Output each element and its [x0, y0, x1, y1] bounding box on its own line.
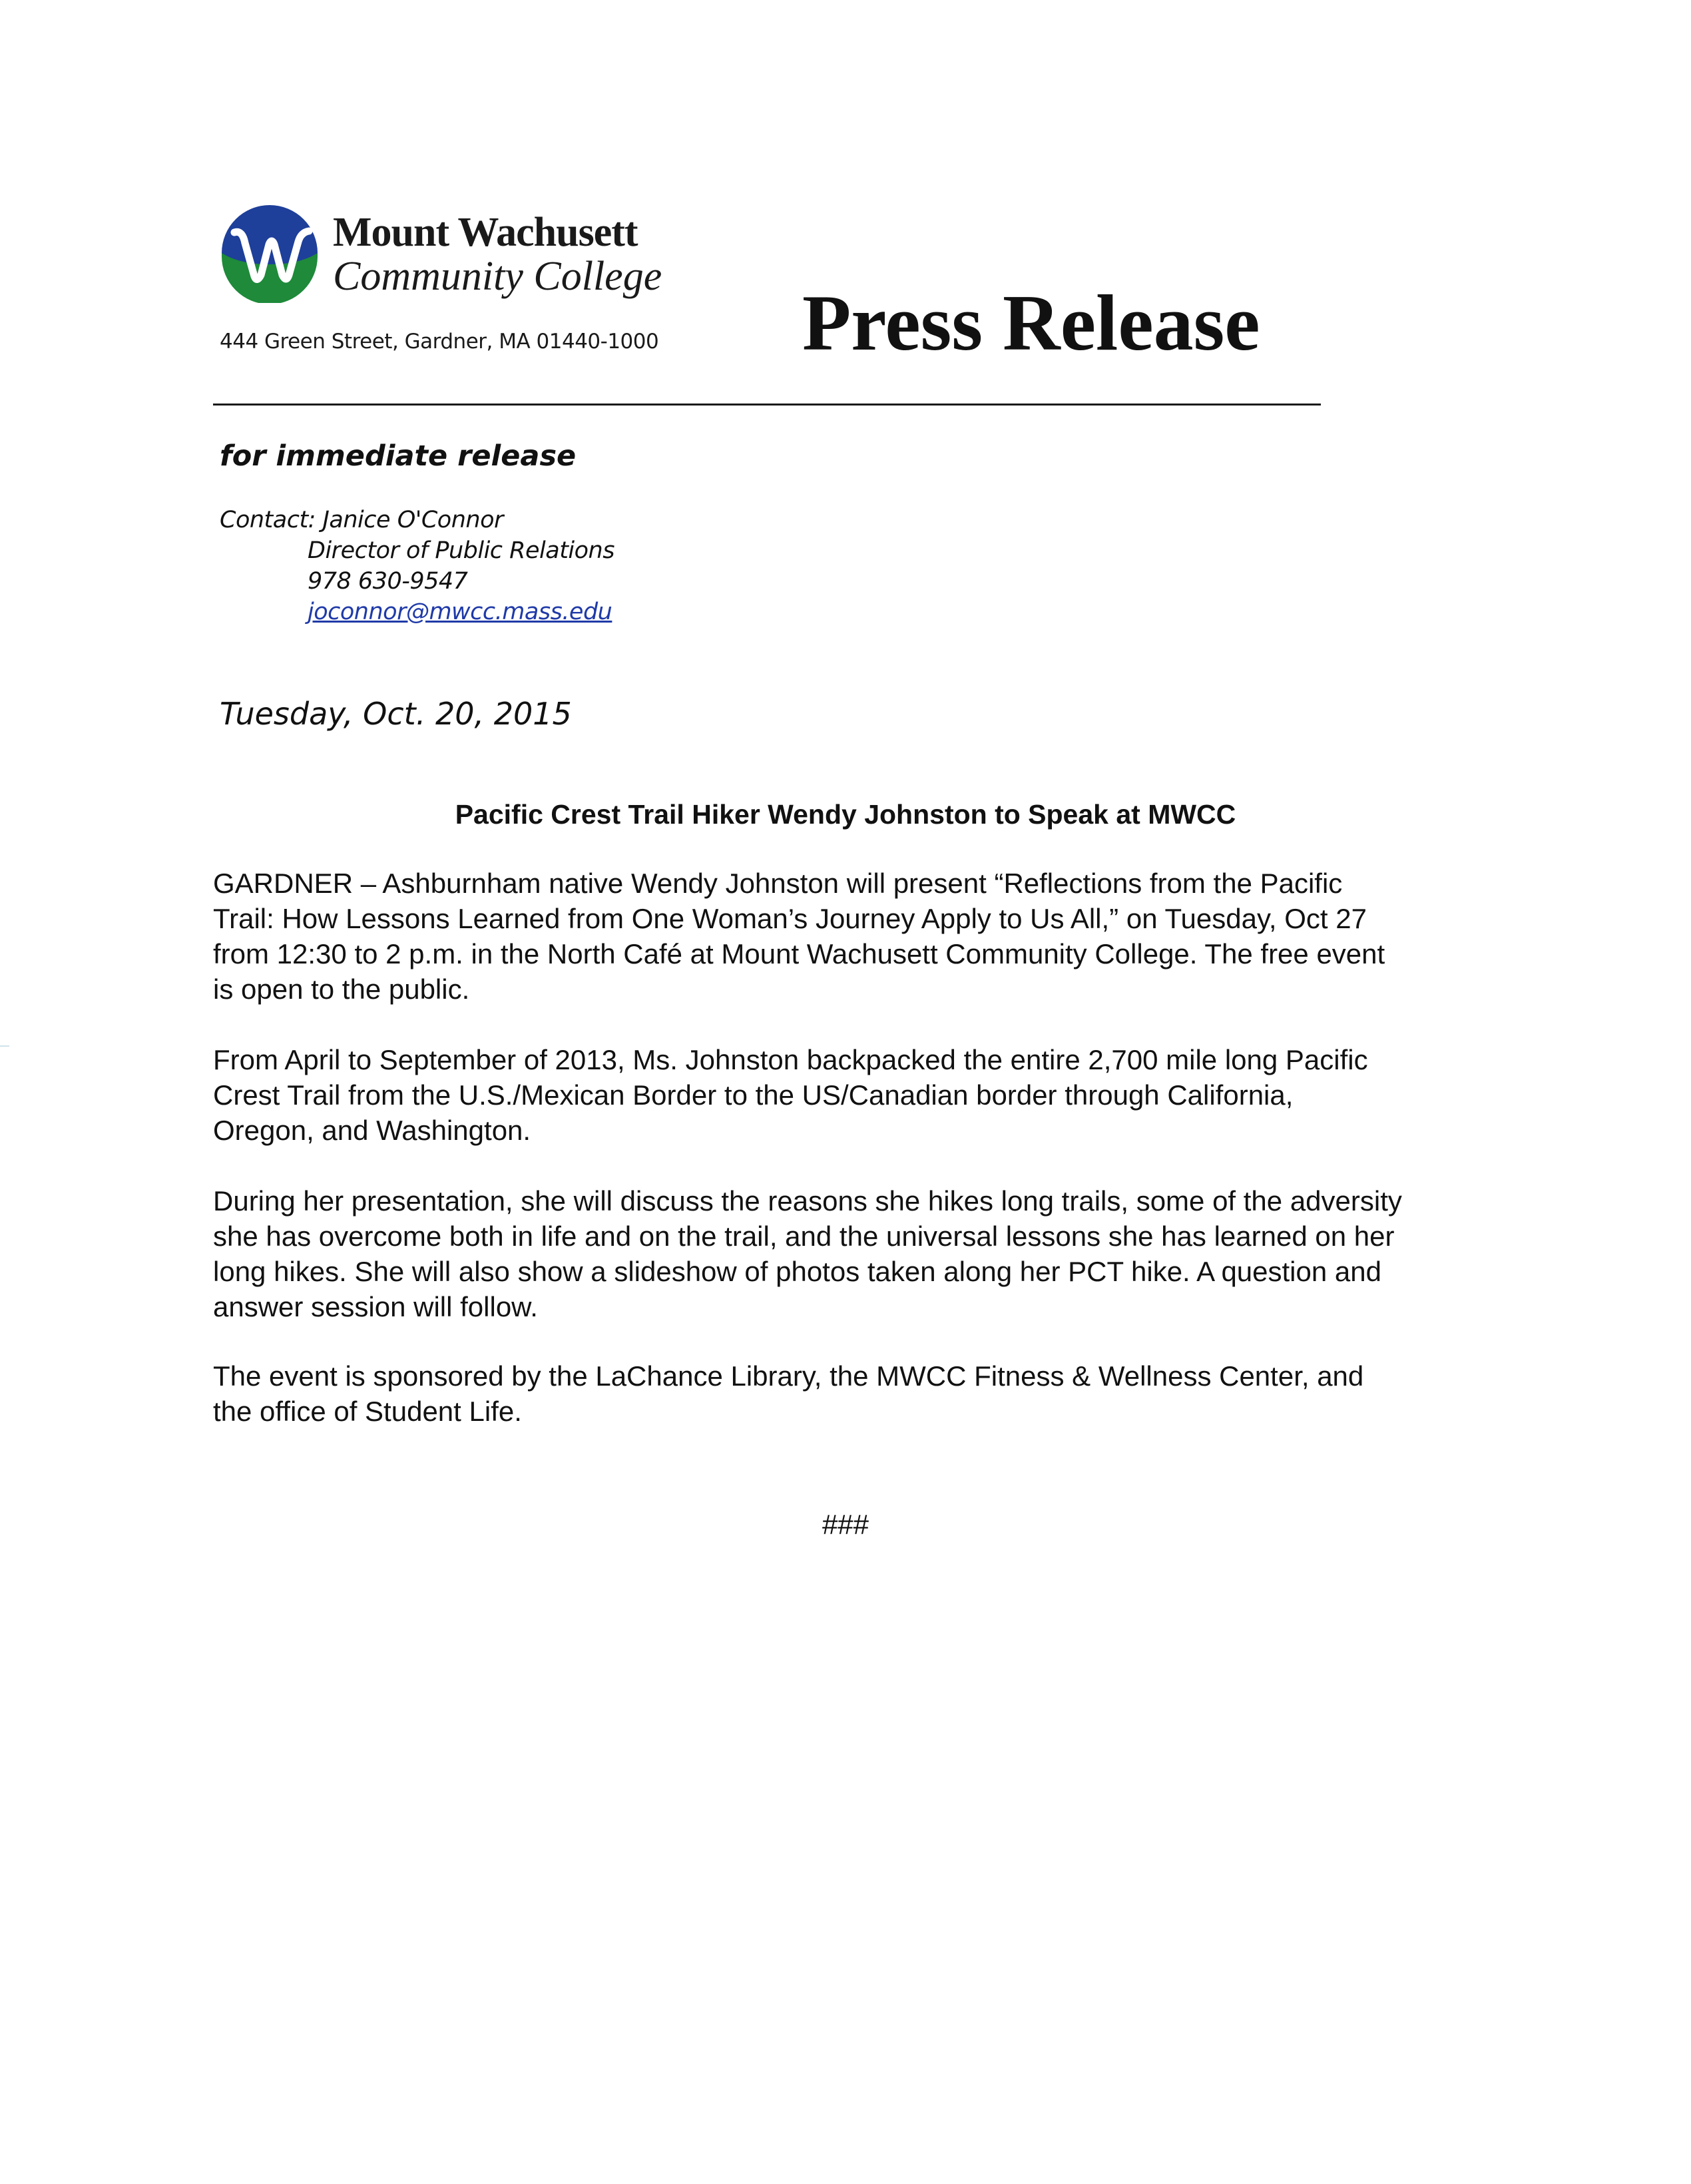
contact-email-row — [220, 597, 614, 627]
contact-label: Contact: — [220, 507, 316, 533]
contact-email-link[interactable]: joconnor@mwcc.mass.edu — [308, 599, 612, 625]
paragraph-line: GARDNER – Ashburnham native Wendy Johnston will present “Reflections from the Pacific — [213, 868, 1343, 899]
paragraph-line: long hikes. She will also show a slideshow of photos taken along her PCT hike. A question and — [213, 1256, 1381, 1287]
paragraph-line: from 12:30 to 2 p.m. in the North Café at Mount Wachusett Community College. The free event — [213, 938, 1385, 969]
scan-artifact — [0, 1045, 9, 1047]
contact-title: Director of Public Relations — [308, 537, 614, 564]
college-name: Mount Wachusett — [333, 210, 638, 255]
release-note: for immediate release — [220, 439, 577, 473]
college-logo-icon — [220, 203, 320, 303]
paragraph-line: Trail: How Lessons Learned from One Woman’s Journey Apply to Us All,” on Tuesday, Oct 27 — [213, 903, 1367, 934]
paragraph-line: is open to the public. — [213, 973, 470, 1005]
contact-phone: 978 630-9547 — [308, 568, 468, 595]
paragraph-line: answer session will follow. — [213, 1291, 538, 1322]
paragraph-line: Crest Trail from the U.S./Mexican Border to the US/Canadian border through California, — [213, 1079, 1294, 1111]
college-header — [220, 203, 686, 356]
contact-name: Janice O'Connor — [322, 507, 503, 533]
document-title: Press Release — [802, 278, 1260, 367]
college-address: 444 Green Street, Gardner, MA 01440-1000 — [220, 330, 659, 354]
paragraph-2 — [213, 1042, 1518, 1148]
paragraph-line: she has overcome both in life and on the trail, and the universal lessons she has learned on her — [213, 1221, 1395, 1252]
paragraph-line: the office of Student Life. — [213, 1396, 522, 1427]
paragraph-3 — [213, 1183, 1518, 1324]
contact-line — [220, 505, 614, 535]
paragraph-line: The event is sponsored by the LaChance Library, the MWCC Fitness & Wellness Center, and — [213, 1360, 1364, 1392]
college-subname: Community College — [333, 254, 662, 299]
paragraph-line: Oregon, and Washington. — [213, 1115, 531, 1146]
header-divider — [213, 404, 1321, 406]
end-mark: ### — [822, 1509, 869, 1540]
paragraph-1 — [213, 866, 1518, 1007]
release-date: Tuesday, Oct. 20, 2015 — [220, 696, 572, 732]
contact-block — [220, 505, 614, 627]
paragraph-line: From April to September of 2013, Ms. Johnston backpacked the entire 2,700 mile long Pacific — [213, 1044, 1368, 1075]
article-headline: Pacific Crest Trail Hiker Wendy Johnston to Speak at MWCC — [455, 799, 1236, 830]
paragraph-4 — [213, 1358, 1518, 1429]
paragraph-line: During her presentation, she will discuss the reasons she hikes long trails, some of the adversity — [213, 1185, 1402, 1217]
